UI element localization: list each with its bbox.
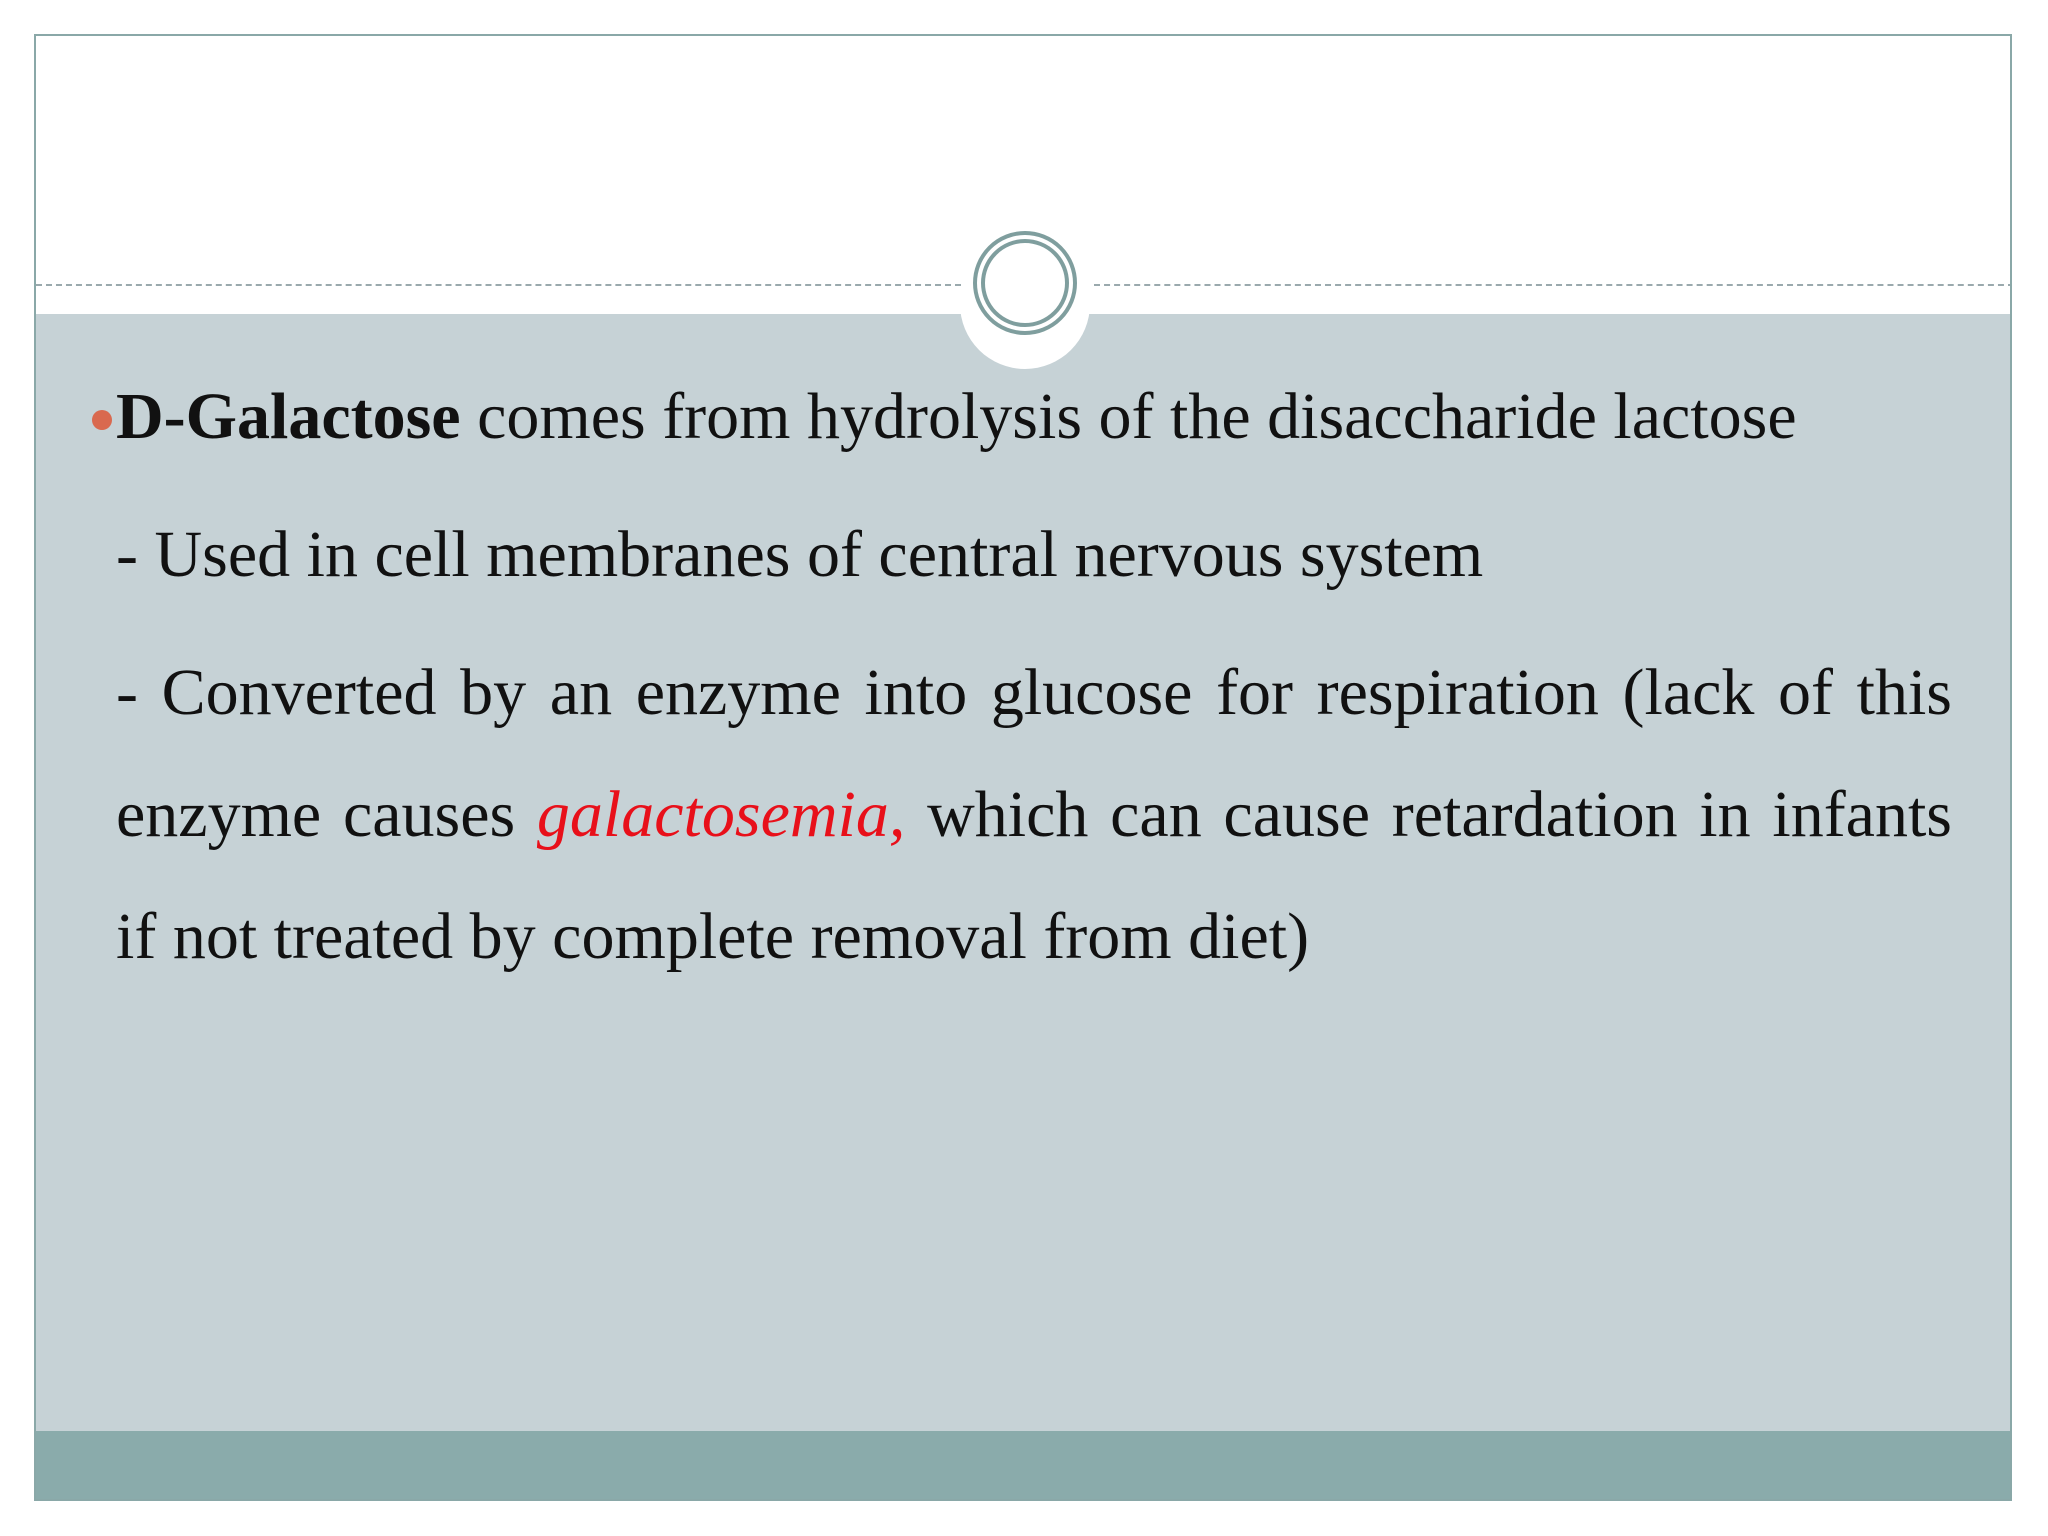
slide-content xyxy=(116,356,1952,998)
footer-bar xyxy=(36,1431,2010,1501)
header-divider-left xyxy=(36,284,961,286)
highlight-term: galactosemia, xyxy=(536,778,906,851)
sub-line-used: - Used in cell membranes of central nervous system xyxy=(116,518,1484,591)
bullet-paragraph xyxy=(116,356,1952,478)
bullet-text: comes from hydrolysis of the disaccharide lactose xyxy=(460,380,1797,453)
sub-line-converted xyxy=(116,632,1952,998)
converted-text-before: - Converted by an enzyme into glucose for respiration (lack of this enzyme causes xyxy=(116,656,1952,851)
bullet-dot-icon xyxy=(92,410,112,430)
header-divider-right xyxy=(1094,284,2012,286)
bold-term: D-Galactose xyxy=(116,380,461,453)
converted-text-after: which can cause retardation in infants if not treated by complete removal from diet) xyxy=(116,778,1952,973)
ring-ornament-inner-icon xyxy=(981,239,1069,327)
